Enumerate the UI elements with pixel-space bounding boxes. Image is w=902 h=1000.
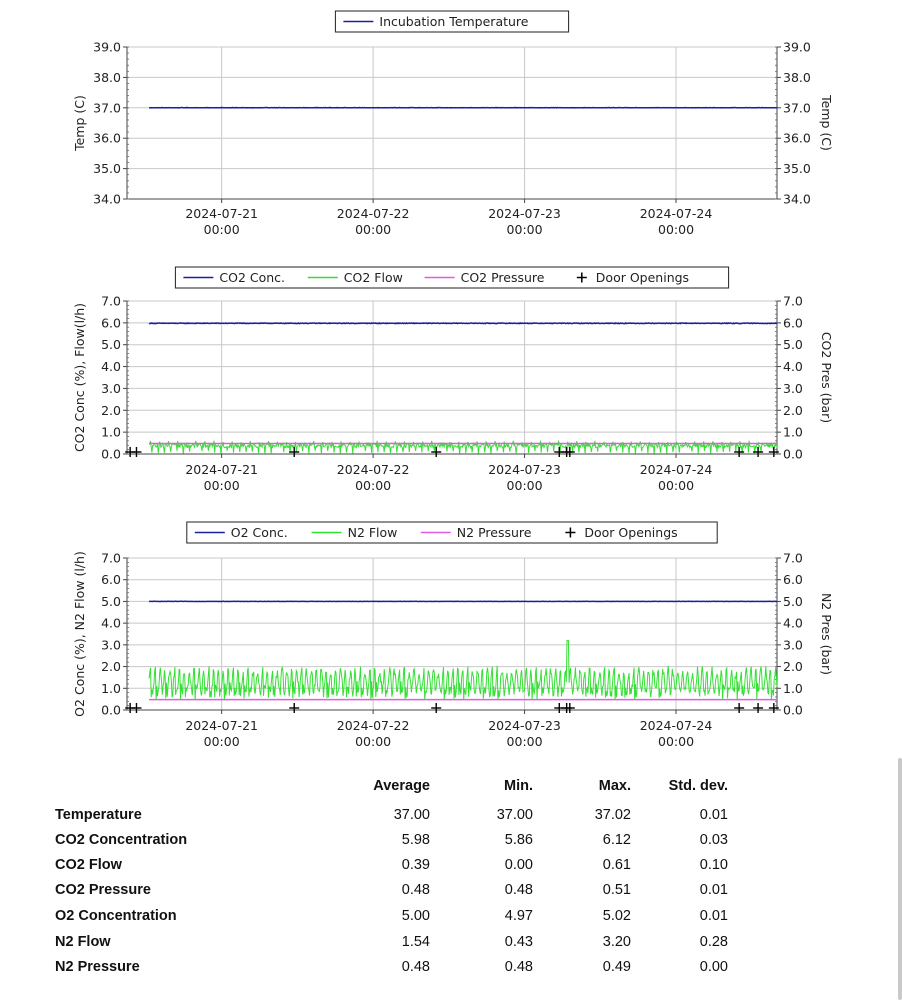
- y-tick-label-right: 36.0: [783, 130, 811, 146]
- y-tick-label-right: 34.0: [783, 191, 811, 207]
- y-tick-label-right: 5.0: [783, 337, 803, 353]
- row-min: 0.00: [504, 857, 533, 873]
- y-axis-title-right: Temp (C): [819, 95, 834, 151]
- y-tick-label-right: 7.0: [783, 293, 803, 309]
- chart-series: [149, 601, 777, 700]
- row-average: 0.48: [401, 882, 430, 898]
- chart-2: [72, 267, 834, 493]
- stats-row-co2-concentration: [0, 832, 902, 854]
- row-min: 4.97: [504, 908, 533, 924]
- row-max: 0.61: [602, 857, 631, 873]
- y-tick-label-right: 2.0: [783, 402, 803, 418]
- x-tick-label-time: 00:00: [658, 222, 695, 237]
- x-tick-label-date: 2024-07-24: [639, 718, 713, 733]
- y-tick-label-left: 5.0: [101, 593, 121, 609]
- row-label: CO2 Flow: [55, 857, 122, 873]
- stats-row-o2-concentration: [0, 908, 902, 930]
- y-tick-label-left: 5.0: [101, 337, 121, 353]
- y-tick-label-left: 35.0: [93, 161, 121, 177]
- y-tick-label-right: 2.0: [783, 659, 803, 675]
- row-std-dev: 0.03: [699, 832, 728, 848]
- y-tick-label-right: 38.0: [783, 69, 811, 85]
- legend-label: CO2 Flow: [343, 270, 403, 285]
- legend-label: N2 Pressure: [456, 525, 532, 540]
- x-tick-label-date: 2024-07-21: [185, 206, 258, 221]
- y-tick-label-right: 1.0: [783, 680, 803, 696]
- legend-label: N2 Flow: [347, 525, 398, 540]
- x-tick-label-time: 00:00: [658, 734, 695, 749]
- header-max: Max.: [598, 778, 631, 794]
- x-tick-label-time: 00:00: [203, 734, 240, 749]
- row-label: O2 Concentration: [55, 908, 177, 924]
- door-openings: [125, 447, 779, 457]
- stats-row-n2-pressure: [0, 959, 902, 981]
- y-axis-title-right: N2 Pres (bar): [819, 592, 834, 676]
- x-tick-label-time: 00:00: [203, 222, 240, 237]
- chart-3: [72, 522, 834, 749]
- row-min: 0.48: [504, 959, 533, 975]
- row-std-dev: 0.01: [699, 882, 728, 898]
- header-min: Min.: [504, 778, 533, 794]
- y-axis-title-right: CO2 Pres (bar): [819, 331, 834, 424]
- row-max: 0.49: [602, 959, 631, 975]
- statistics-header: [0, 778, 902, 800]
- x-tick-label-time: 00:00: [355, 222, 392, 237]
- chart-1: [72, 11, 834, 237]
- legend-label: Door Openings: [595, 270, 690, 285]
- y-tick-label-left: 7.0: [101, 550, 121, 566]
- legend-label: Incubation Temperature: [379, 14, 529, 29]
- header-std-dev: Std. dev.: [668, 778, 728, 794]
- x-tick-label-time: 00:00: [355, 734, 392, 749]
- series-line-n2-flow: [149, 641, 777, 701]
- x-tick-label-date: 2024-07-23: [488, 462, 561, 477]
- y-tick-label-left: 0.0: [101, 446, 121, 462]
- y-tick-label-right: 5.0: [783, 593, 803, 609]
- y-tick-label-left: 6.0: [101, 572, 121, 588]
- row-max: 37.02: [594, 807, 631, 823]
- x-tick-label-date: 2024-07-22: [336, 462, 410, 477]
- stats-row-co2-flow: [0, 857, 902, 879]
- y-tick-label-left: 1.0: [101, 424, 121, 440]
- x-tick-label-date: 2024-07-24: [639, 462, 713, 477]
- y-tick-label-right: 0.0: [783, 702, 803, 718]
- x-tick-label-time: 00:00: [506, 478, 543, 493]
- y-tick-label-left: 4.0: [101, 615, 121, 631]
- chart-legend: [335, 11, 568, 32]
- header-average: Average: [373, 778, 430, 794]
- row-std-dev: 0.01: [699, 807, 728, 823]
- chart-legend: [187, 522, 717, 543]
- y-tick-label-left: 2.0: [101, 402, 121, 418]
- y-tick-label-right: 4.0: [783, 359, 803, 375]
- y-tick-label-left: 0.0: [101, 702, 121, 718]
- y-tick-label-left: 1.0: [101, 680, 121, 696]
- row-average: 0.39: [401, 857, 430, 873]
- series-line-co2-flow: [149, 441, 777, 454]
- y-tick-label-left: 3.0: [101, 637, 121, 653]
- chart-axes: [72, 551, 834, 750]
- row-average: 5.00: [401, 908, 430, 924]
- legend-label: Door Openings: [584, 525, 678, 540]
- y-axis-title-left: O2 Conc (%), N2 Flow (l/h): [72, 551, 87, 717]
- x-tick-label-date: 2024-07-21: [185, 718, 258, 733]
- y-tick-label-left: 37.0: [93, 100, 121, 116]
- row-std-dev: 0.00: [699, 959, 728, 975]
- row-label: N2 Pressure: [55, 959, 140, 975]
- x-tick-label-time: 00:00: [355, 478, 392, 493]
- door-openings: [125, 703, 779, 713]
- y-tick-label-right: 7.0: [783, 550, 803, 566]
- x-tick-label-date: 2024-07-22: [336, 206, 410, 221]
- y-tick-label-right: 4.0: [783, 615, 803, 631]
- scrollbar[interactable]: [898, 758, 902, 1000]
- y-tick-label-left: 3.0: [101, 380, 121, 396]
- row-average: 1.54: [401, 934, 430, 950]
- x-tick-label-date: 2024-07-21: [185, 462, 258, 477]
- y-tick-label-left: 36.0: [93, 130, 121, 146]
- y-axis-title-left: Temp (C): [72, 95, 87, 151]
- row-min: 5.86: [504, 832, 533, 848]
- y-tick-label-left: 2.0: [101, 659, 121, 675]
- y-tick-label-right: 3.0: [783, 637, 803, 653]
- row-label: N2 Flow: [55, 934, 111, 950]
- stats-row-n2-flow: [0, 934, 902, 956]
- y-tick-label-right: 3.0: [783, 380, 803, 396]
- y-tick-label-left: 39.0: [93, 39, 121, 55]
- series-line-co2-conc-: [149, 323, 777, 324]
- row-std-dev: 0.28: [699, 934, 728, 950]
- y-tick-label-right: 1.0: [783, 424, 803, 440]
- row-max: 5.02: [602, 908, 631, 924]
- row-max: 6.12: [602, 832, 631, 848]
- legend-label: CO2 Conc.: [219, 270, 286, 285]
- x-tick-label-date: 2024-07-23: [488, 206, 561, 221]
- x-tick-label-time: 00:00: [658, 478, 695, 493]
- row-label: CO2 Concentration: [55, 832, 188, 848]
- row-label: CO2 Pressure: [55, 882, 151, 898]
- x-tick-label-date: 2024-07-23: [488, 718, 561, 733]
- legend-label: CO2 Pressure: [460, 270, 545, 285]
- legend-label: O2 Conc.: [230, 525, 288, 540]
- y-tick-label-right: 35.0: [783, 161, 811, 177]
- x-tick-label-date: 2024-07-24: [639, 206, 713, 221]
- y-tick-label-right: 37.0: [783, 100, 811, 116]
- y-tick-label-left: 4.0: [101, 359, 121, 375]
- stats-row-temperature: [0, 807, 902, 829]
- x-tick-label-time: 00:00: [506, 222, 543, 237]
- y-tick-label-right: 0.0: [783, 446, 803, 462]
- row-max: 0.51: [602, 882, 631, 898]
- row-std-dev: 0.10: [699, 857, 728, 873]
- x-tick-label-time: 00:00: [506, 734, 543, 749]
- chart-legend: [175, 267, 728, 288]
- y-tick-label-right: 39.0: [783, 39, 811, 55]
- row-std-dev: 0.01: [699, 908, 728, 924]
- row-average: 37.00: [393, 807, 430, 823]
- row-average: 0.48: [401, 959, 430, 975]
- y-tick-label-left: 6.0: [101, 315, 121, 331]
- y-tick-label-right: 6.0: [783, 572, 803, 588]
- row-max: 3.20: [602, 934, 631, 950]
- y-axis-title-left: CO2 Conc (%), Flow(l/h): [72, 302, 87, 453]
- x-tick-label-date: 2024-07-22: [336, 718, 410, 733]
- row-min: 0.43: [504, 934, 533, 950]
- y-tick-label-left: 34.0: [93, 191, 121, 207]
- row-label: Temperature: [55, 807, 142, 823]
- y-tick-label-right: 6.0: [783, 315, 803, 331]
- chart-grid: [127, 47, 777, 199]
- row-min: 37.00: [496, 807, 533, 823]
- y-tick-label-left: 7.0: [101, 293, 121, 309]
- row-average: 5.98: [401, 832, 430, 848]
- row-min: 0.48: [504, 882, 533, 898]
- stats-row-co2-pressure: [0, 882, 902, 904]
- y-tick-label-left: 38.0: [93, 69, 121, 85]
- x-tick-label-time: 00:00: [203, 478, 240, 493]
